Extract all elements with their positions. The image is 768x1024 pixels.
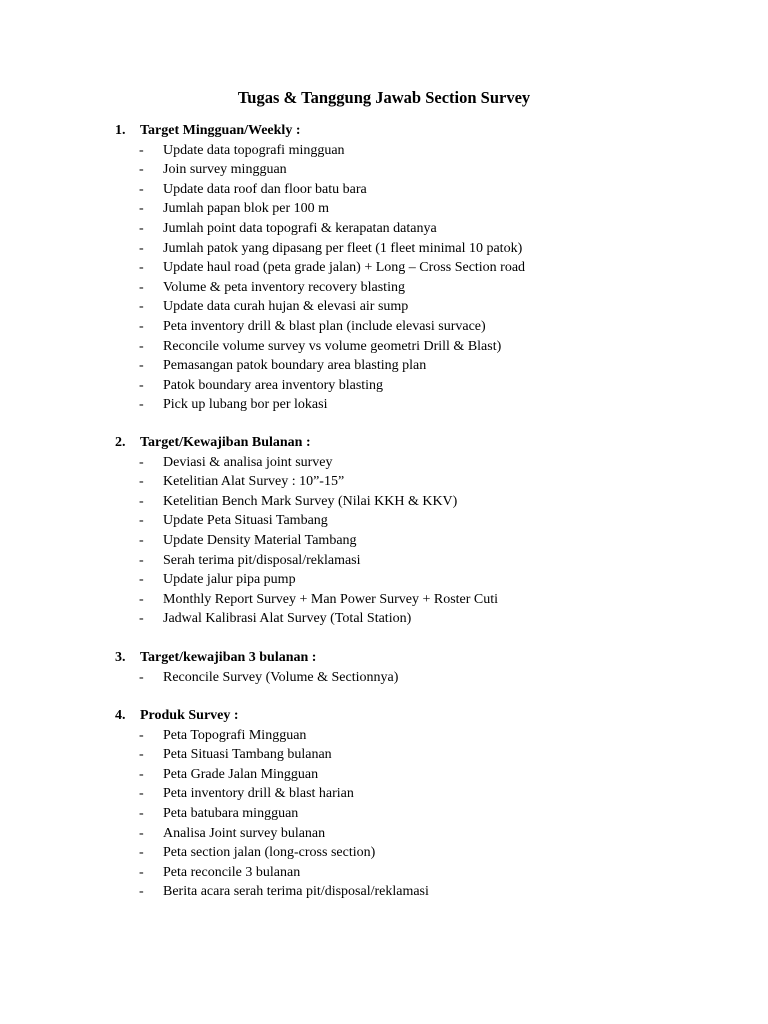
list-bullet-dash: - (139, 377, 144, 393)
section-number: 3. (115, 650, 126, 665)
list-item (115, 531, 675, 551)
list-item-text: Ketelitian Alat Survey : 10”-15” (163, 474, 345, 490)
list-item-text: Monthly Report Survey + Man Power Survey + Roster Cuti (163, 591, 499, 607)
list-bullet-dash: - (139, 318, 144, 334)
list-item (115, 258, 675, 278)
list-item-text: Update Density Material Tambang (163, 532, 357, 548)
list-item-text: Peta inventory drill & blast plan (include elevasi survace) (163, 318, 486, 334)
section-heading-label: Target/kewajiban 3 bulanan : (140, 650, 317, 665)
list-bullet-dash: - (139, 201, 144, 217)
section-quarterly-obligations (115, 648, 675, 687)
list-item (115, 882, 675, 902)
list-item (115, 843, 675, 863)
list-item (115, 376, 675, 396)
list-bullet-dash: - (139, 805, 144, 821)
list-item-text: Reconcile volume survey vs volume geometri Drill & Blast) (163, 338, 502, 354)
list-bullet-dash: - (139, 338, 144, 354)
list-bullet-dash: - (139, 766, 144, 782)
list-item-text: Peta inventory drill & blast harian (163, 786, 354, 802)
list-bullet-dash: - (139, 864, 144, 880)
list-item-text: Peta Grade Jalan Mingguan (163, 766, 319, 782)
list-bullet-dash: - (139, 454, 144, 470)
list-item (115, 239, 675, 259)
list-item (115, 337, 675, 357)
list-item (115, 784, 675, 804)
list-item (115, 492, 675, 512)
section-survey-products (115, 706, 675, 902)
list-bullet-dash: - (139, 572, 144, 588)
list-item (115, 453, 675, 473)
section-number: 1. (115, 123, 126, 138)
list-item-text: Peta section jalan (long-cross section) (163, 845, 376, 861)
section-number: 2. (115, 435, 126, 450)
list-bullet-dash: - (139, 181, 144, 197)
list-item (115, 824, 675, 844)
list-item (115, 199, 675, 219)
list-bullet-dash: - (139, 474, 144, 490)
list-item (115, 160, 675, 180)
section-number: 4. (115, 708, 126, 723)
list-item (115, 551, 675, 571)
list-item-text: Volume & peta inventory recovery blasting (163, 279, 405, 295)
list-bullet-dash: - (139, 845, 144, 861)
section-heading (115, 433, 675, 453)
list-item (115, 180, 675, 200)
list-item-text: Jumlah patok yang dipasang per fleet (1 fleet minimal 10 patok) (163, 240, 523, 256)
section-heading-label: Target Mingguan/Weekly : (140, 123, 301, 138)
list-item-text: Jadwal Kalibrasi Alat Survey (Total Station) (163, 611, 412, 627)
list-item-text: Deviasi & analisa joint survey (163, 454, 333, 470)
list-item-text: Update data roof dan floor batu bara (163, 181, 367, 197)
list-bullet-dash: - (139, 513, 144, 529)
list-bullet-dash: - (139, 552, 144, 568)
list-item (115, 297, 675, 317)
list-item-text: Update Peta Situasi Tambang (163, 513, 328, 529)
document-title: Tugas & Tanggung Jawab Section Survey (237, 88, 531, 107)
list-item (115, 395, 675, 415)
list-item (115, 668, 675, 688)
list-bullet-dash: - (139, 279, 144, 295)
list-item-text: Peta reconcile 3 bulanan (163, 864, 301, 880)
list-bullet-dash: - (139, 786, 144, 802)
list-item (115, 863, 675, 883)
list-item-text: Update data curah hujan & elevasi air sump (163, 299, 409, 315)
section-heading (115, 648, 675, 668)
section-heading (115, 121, 675, 141)
list-bullet-dash: - (139, 727, 144, 743)
list-item-text: Analisa Joint survey bulanan (163, 825, 326, 841)
list-item-text: Peta Situasi Tambang bulanan (163, 747, 332, 763)
list-item-text: Peta Topografi Mingguan (163, 727, 307, 743)
list-item (115, 804, 675, 824)
list-item-text: Ketelitian Bench Mark Survey (Nilai KKH & KKV) (163, 493, 458, 509)
section-monthly-obligations (115, 433, 675, 629)
list-bullet-dash: - (139, 358, 144, 374)
list-item-text: Jumlah papan blok per 100 m (163, 201, 330, 217)
list-item-text: Update haul road (peta grade jalan) + Long – Cross Section road (163, 260, 526, 276)
section-heading-label: Produk Survey : (140, 708, 239, 723)
list-bullet-dash: - (139, 591, 144, 607)
list-item-text: Jumlah point data topografi & kerapatan datanya (163, 220, 437, 236)
list-item (115, 726, 675, 746)
list-item (115, 356, 675, 376)
list-item (115, 511, 675, 531)
list-item-text: Pemasangan patok boundary area blasting plan (163, 358, 427, 374)
list-item (115, 141, 675, 161)
section-heading (115, 706, 675, 726)
list-item (115, 472, 675, 492)
list-item-text: Update jalur pipa pump (163, 572, 296, 588)
list-item-text: Update data topografi mingguan (163, 142, 345, 158)
list-bullet-dash: - (139, 884, 144, 900)
list-item-text: Reconcile Survey (Volume & Sectionnya) (163, 669, 399, 685)
list-item (115, 317, 675, 337)
list-item (115, 765, 675, 785)
list-bullet-dash: - (139, 299, 144, 315)
list-item-text: Berita acara serah terima pit/disposal/reklamasi (163, 884, 429, 900)
list-bullet-dash: - (139, 747, 144, 763)
list-bullet-dash: - (139, 142, 144, 158)
list-item (115, 570, 675, 590)
list-bullet-dash: - (139, 532, 144, 548)
list-item-text: Pick up lubang bor per lokasi (163, 397, 328, 413)
list-item-text: Serah terima pit/disposal/reklamasi (163, 552, 361, 568)
list-bullet-dash: - (139, 162, 144, 178)
list-bullet-dash: - (139, 220, 144, 236)
list-bullet-dash: - (139, 397, 144, 413)
list-item-text: Peta batubara mingguan (163, 805, 299, 821)
list-bullet-dash: - (139, 825, 144, 841)
list-bullet-dash: - (139, 611, 144, 627)
list-item (115, 219, 675, 239)
list-item-text: Patok boundary area inventory blasting (163, 377, 384, 393)
list-item-text: Join survey mingguan (163, 162, 287, 178)
list-bullet-dash: - (139, 260, 144, 276)
section-heading-label: Target/Kewajiban Bulanan : (140, 435, 311, 450)
list-bullet-dash: - (139, 669, 144, 685)
list-item (115, 745, 675, 765)
section-weekly-targets (115, 121, 675, 415)
list-item (115, 609, 675, 629)
list-item (115, 278, 675, 298)
list-bullet-dash: - (139, 240, 144, 256)
list-bullet-dash: - (139, 493, 144, 509)
list-item (115, 590, 675, 610)
